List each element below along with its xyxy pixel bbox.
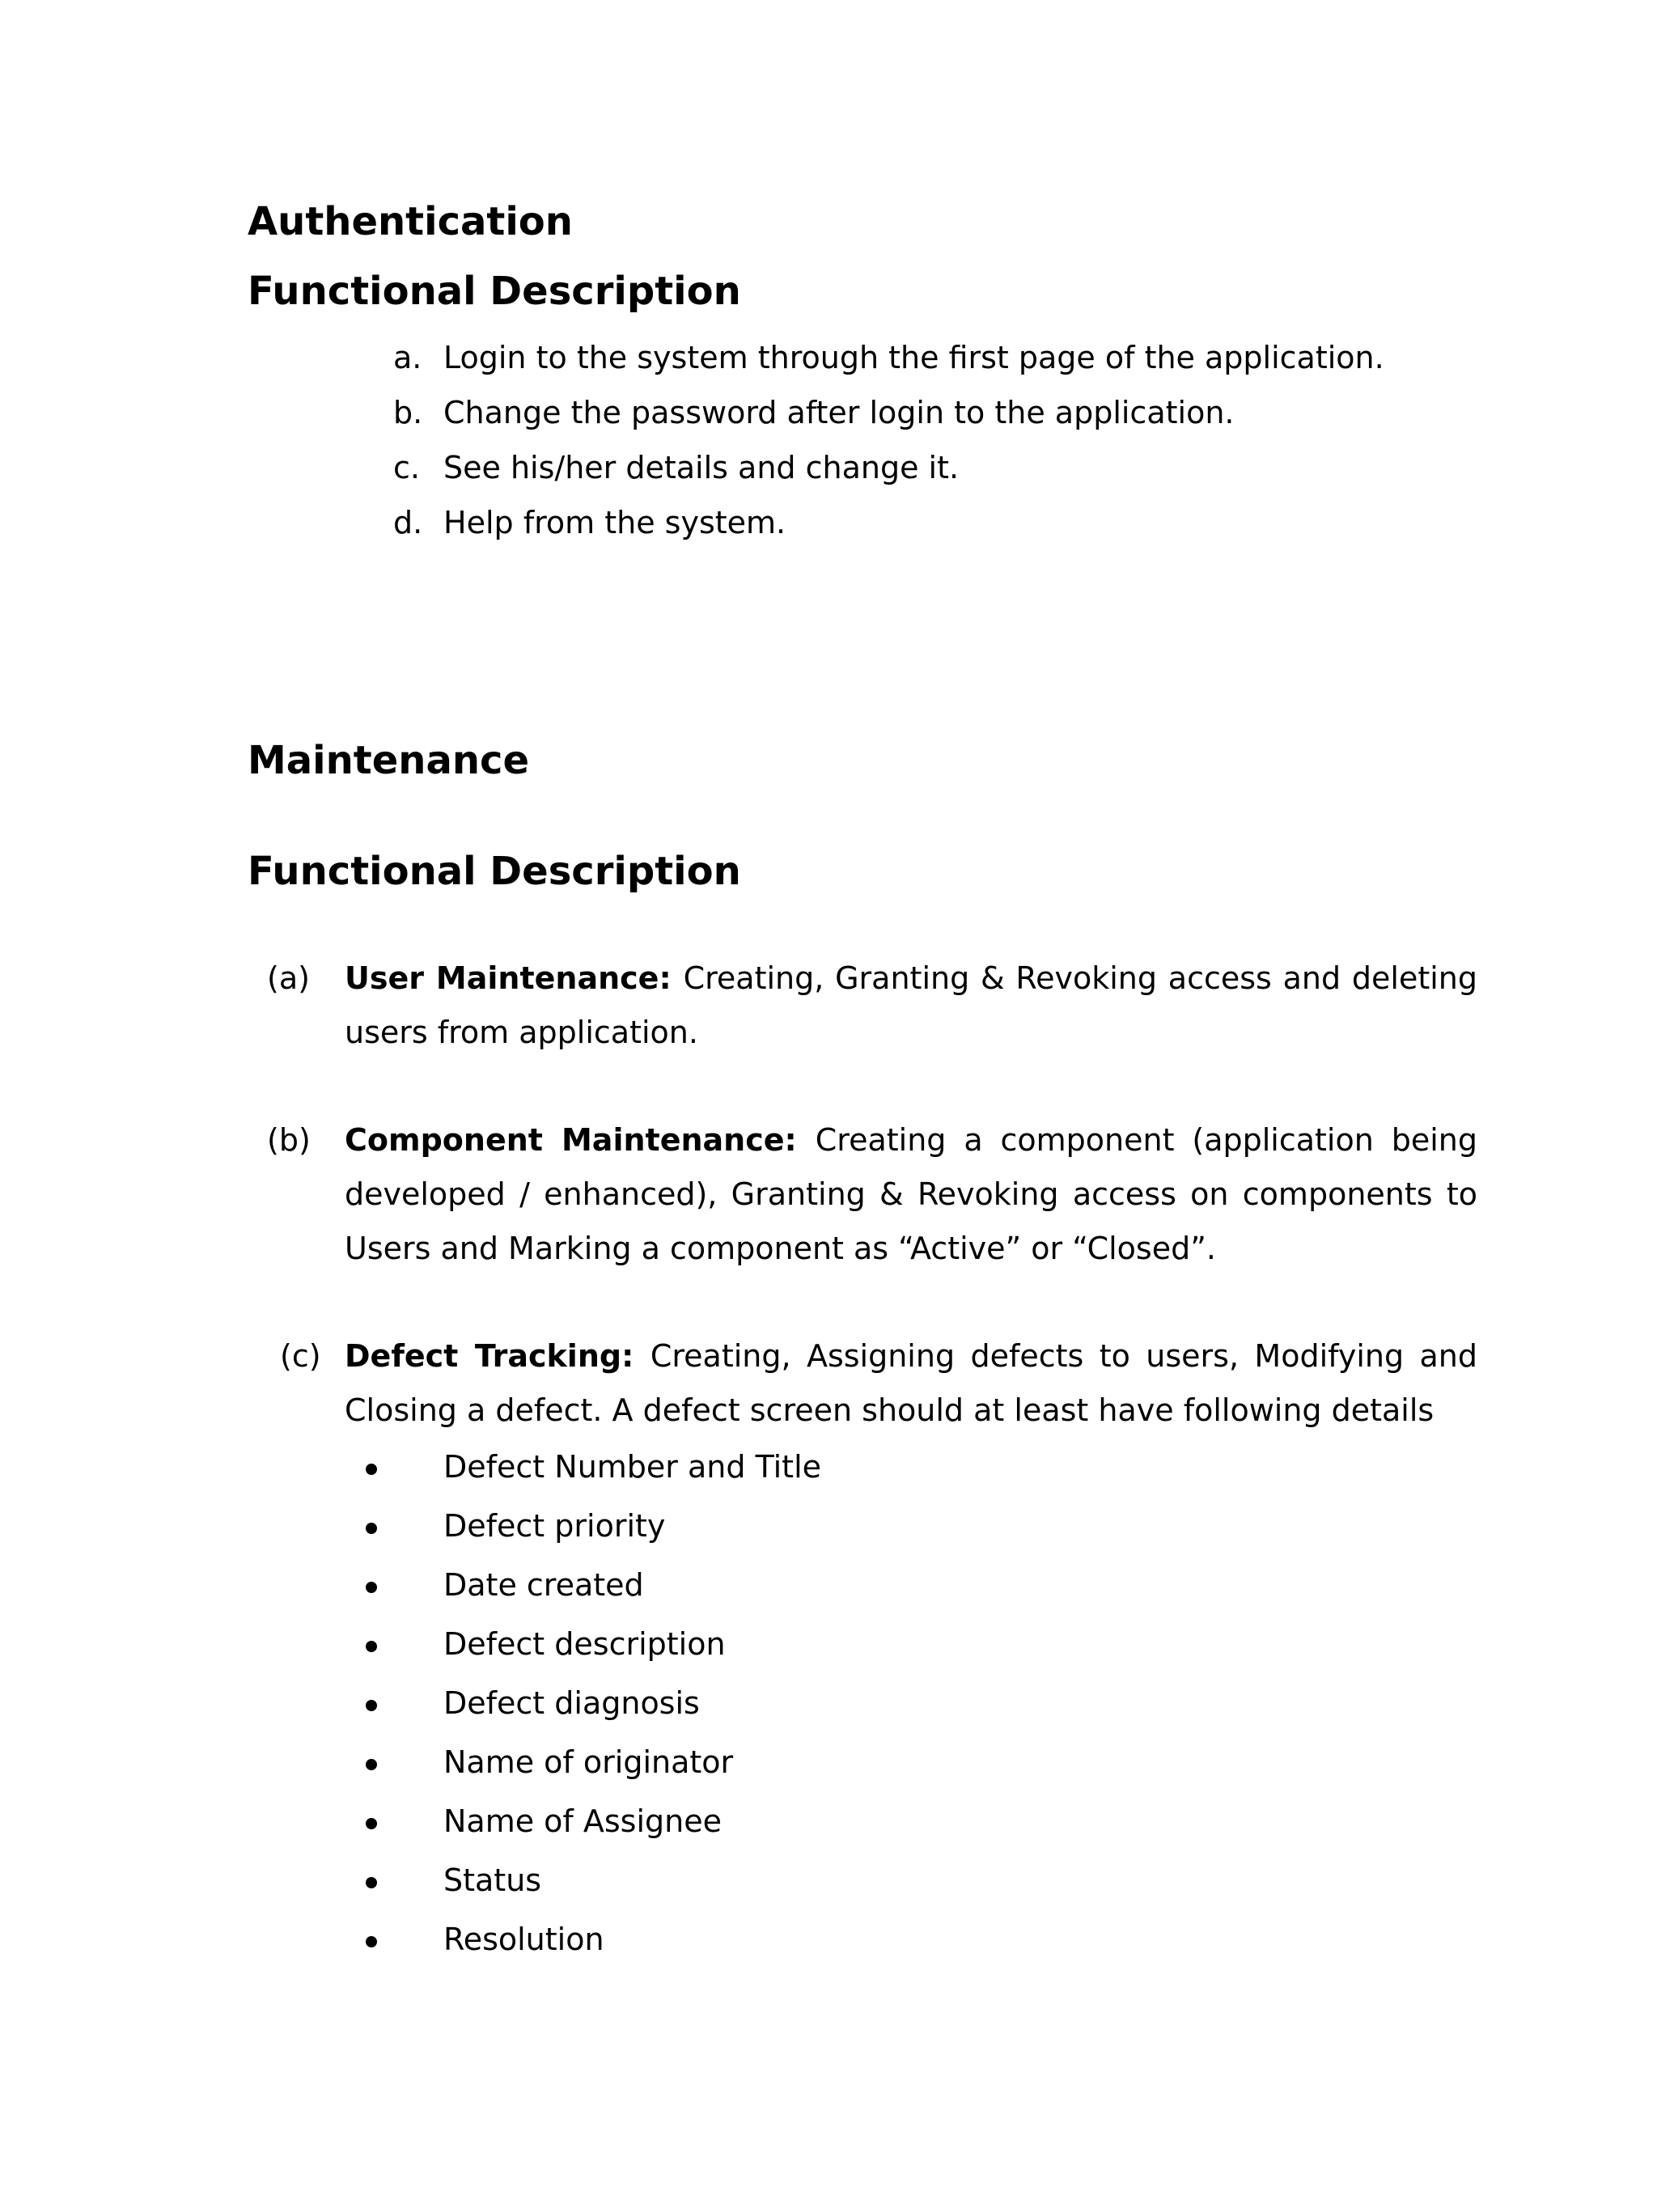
section-term: Component Maintenance: bbox=[345, 1122, 816, 1158]
list-item-text: Change the password after login to the application. bbox=[443, 395, 1235, 430]
section-text: Creating, Granting & Revoking access and deleting users from application. bbox=[345, 960, 1477, 1050]
list-marker: a. bbox=[393, 340, 422, 375]
list-item-text: Date created bbox=[443, 1567, 644, 1603]
bullet-icon bbox=[366, 1877, 377, 1888]
bullet-icon bbox=[366, 1641, 377, 1652]
list-item-text: Defect description bbox=[443, 1626, 726, 1662]
list-item-text: Defect diagnosis bbox=[443, 1685, 700, 1721]
list-item-text: Name of originator bbox=[443, 1744, 734, 1780]
auth-title: Authentication bbox=[248, 199, 573, 244]
bullet-icon bbox=[366, 1700, 377, 1711]
section-text: Creating, Assigning defects to users, Modifying and Closing a defect. A defect screen should at least have following details bbox=[345, 1338, 1478, 1428]
section-body bbox=[345, 1113, 1477, 1276]
list-item-text: Resolution bbox=[443, 1922, 604, 1957]
section-term: Defect Tracking: bbox=[345, 1338, 651, 1374]
section-marker: (a) bbox=[267, 960, 310, 996]
list-marker: d. bbox=[393, 505, 423, 540]
section-text: Creating a component (application being developed / enhanced), Granting & Revoking access on components to Users and Marking a component as “Active” or “Closed”. bbox=[345, 1122, 1477, 1266]
section-marker: (b) bbox=[267, 1122, 311, 1158]
section-body bbox=[345, 951, 1477, 1060]
bullet-icon bbox=[366, 1936, 377, 1947]
list-item-text: Status bbox=[443, 1862, 542, 1898]
list-item-text: Login to the system through the first page of the application. bbox=[443, 340, 1384, 375]
bullet-icon bbox=[366, 1464, 377, 1475]
list-item-text: Defect Number and Title bbox=[443, 1449, 822, 1485]
section-marker: (c) bbox=[280, 1338, 321, 1374]
list-item-text: Defect priority bbox=[443, 1508, 666, 1544]
maintenance-title: Maintenance bbox=[248, 738, 530, 783]
auth-subtitle: Functional Description bbox=[248, 269, 741, 314]
section-body bbox=[345, 1329, 1477, 1438]
list-item-text: See his/her details and change it. bbox=[443, 450, 960, 485]
list-item-text: Help from the system. bbox=[443, 505, 786, 540]
section-term: User Maintenance: bbox=[345, 960, 684, 996]
bullet-icon bbox=[366, 1818, 377, 1829]
list-marker: c. bbox=[393, 450, 420, 485]
list-marker: b. bbox=[393, 395, 423, 430]
list-item-text: Name of Assignee bbox=[443, 1803, 723, 1839]
maintenance-subtitle: Functional Description bbox=[248, 849, 741, 894]
bullet-icon bbox=[366, 1759, 377, 1770]
bullet-icon bbox=[366, 1582, 377, 1593]
bullet-icon bbox=[366, 1523, 377, 1534]
